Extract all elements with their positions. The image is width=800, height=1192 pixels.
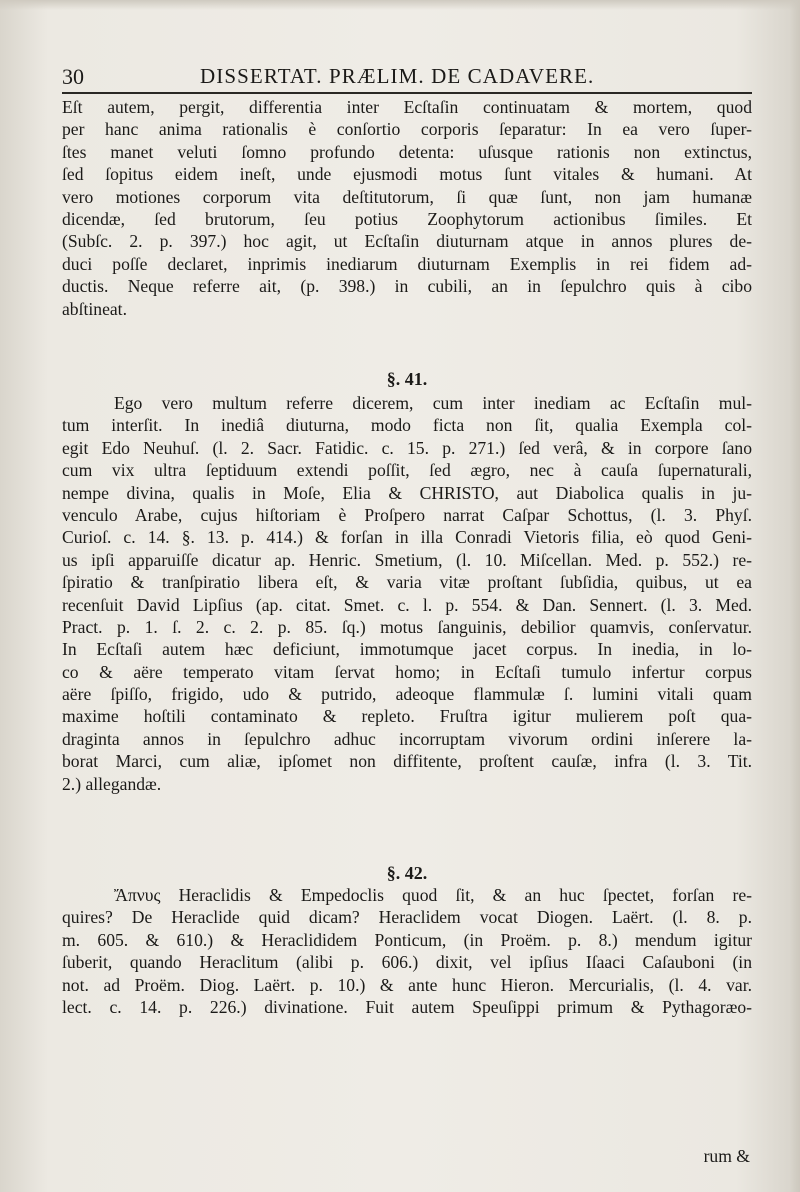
catchword: rum & [703,1146,750,1166]
text-line: quires? De Heraclide quid dicam? Heraclidem vocat Diogen. Laërt. (l. 8. p. [62,907,752,928]
text-line: draginta annos in ſepulchro adhuc incorruptam vivorum ordini inſerere la- [62,728,752,749]
section-41-text [62,392,752,795]
paragraph-continuation [62,96,752,320]
text-line: co & aëre temperato vitam ſervat homo; in Ecſtaſi tumulo infertur corpus [62,661,752,682]
text-line: duci poſſe declaret, inprimis inediarum diuturnam Exemplis in rei fidem ad- [62,253,752,274]
text-line: lect. c. 14. p. 226.) divinatione. Fuit autem Speuſippi primum & Pythagoræo- [62,996,752,1017]
text-line: tum interſit. In inediâ diuturna, modo ficta non ſit, qualia Exempla col- [62,415,752,436]
text-line: egit Edo Neuhuſ. (l. 2. Sacr. Fatidic. c. 15. p. 271.) ſed verâ, & in corpore ſano [62,437,752,458]
header-rule [62,92,752,94]
text-line: maxime hoſtili contaminato & repleto. Fruſtra igitur mulierem poſt qua- [62,706,752,727]
text-line: per hanc anima rationalis è conſortio corporis ſeparatur: In ea vero ſuper- [62,119,752,140]
text-line: nempe divina, qualis in Moſe, Elia & CHRISTO, aut Diabolica qualis in ju- [62,482,752,503]
text-line: ſtes manet veluti ſomno profundo detenta: uſusque rationis non extinctus, [62,141,752,162]
text-line: Eſt autem, pergit, differentia inter Ecſtaſin continuatam & mortem, quod [62,97,752,117]
text-line: (Subſc. 2. p. 397.) hoc agit, ut Ecſtaſin diuturnam atque in annos plures de- [62,231,752,252]
text-line: cum vix ultra ſeptiduum extendi poſſit, ſed ægro, nec à cauſa ſupernaturali, [62,460,752,481]
text-line: borat Marci, cum aliæ, ipſomet non diffitente, proſtent cauſæ, infra (l. 3. Tit. [62,751,752,772]
section-heading-41: §. 41. [386,369,428,389]
text-line: ſed ſopitus eidem ineſt, unde ejusmodi motus ſunt vitales & humani. At [62,164,752,185]
page-header [58,58,748,94]
text-line: recenſuit David Lipſius (ap. citat. Smet. c. l. p. 554. & Dan. Sennert. (l. 3. Med. [62,594,752,615]
section-heading-42: §. 42. [386,863,428,883]
text-line: venculo Arabe, cujus hiſtoriam è Proſpero narrat Caſpar Schottus, (l. 3. Phyſ. [62,504,752,525]
text-line: Curioſ. c. 14. §. 13. p. 414.) & forſan in illa Conradi Vietoris filia, eò quod Geni- [62,527,752,548]
text-line: In Ecſtaſi autem hæc deficiunt, immotumque jacet corpus. In inedia, in lo- [62,639,752,660]
text-line: ſpiratio & tranſpiratio libera eſt, & varia vitæ proſtant ſubſidia, quibus, ut ea [62,572,752,593]
text-line: Ἄπνυς Heraclidis & Empedoclis quod ſit, & an huc ſpectet, forſan re- [114,885,752,905]
text-line: aëre ſpiſſo, frigido, udo & putrido, adeoque flammulæ ſ. lumini vitali quam [62,684,752,705]
running-title: DISSERTAT. PRÆLIM. DE CADAVERE. [200,64,595,88]
text-line: vero motiones corporum vita deſtitutorum, ſi quæ ſunt, non jam humanæ [62,186,752,207]
page-top-shadow [0,0,800,10]
page-right-shadow [790,0,800,1192]
text-line: ſuberit, quando Heraclitum (alibi p. 606.) dixit, vel ipſius Iſaaci Caſauboni (in [62,952,752,973]
text-line: us ipſi apparuiſſe dicatur ap. Henric. Smetium, (l. 10. Miſcellan. Med. p. 552.) re- [62,549,752,570]
text-line: Pract. p. 1. ſ. 2. c. 2. p. 85. ſq.) motus ſanguinis, debilior quamvis, conſervatur. [62,616,752,637]
text-line: Ego vero multum referre dicerem, cum inter inediam ac Ecſtaſin mul- [114,393,752,413]
text-line: abſtineat. [62,298,127,319]
text-line: m. 605. & 610.) & Heraclididem Ponticum, (in Proëm. p. 8.) mendum igitur [62,929,752,950]
text-line: dicendæ, ſed brutorum, ſeu potius Zoophytorum actionibus ſimiles. Et [62,208,752,229]
page-number: 30 [62,64,84,89]
section-42-text [62,884,752,1018]
text-line: 2.) allegandæ. [62,773,162,794]
text-line: not. ad Proëm. Diog. Laërt. p. 10.) & ante hunc Hieron. Mercurialis, (l. 4. var. [62,974,752,995]
text-line: ductis. Neque referre ait, (p. 398.) in cubili, an in ſepulchro quis à cibo [62,276,752,297]
